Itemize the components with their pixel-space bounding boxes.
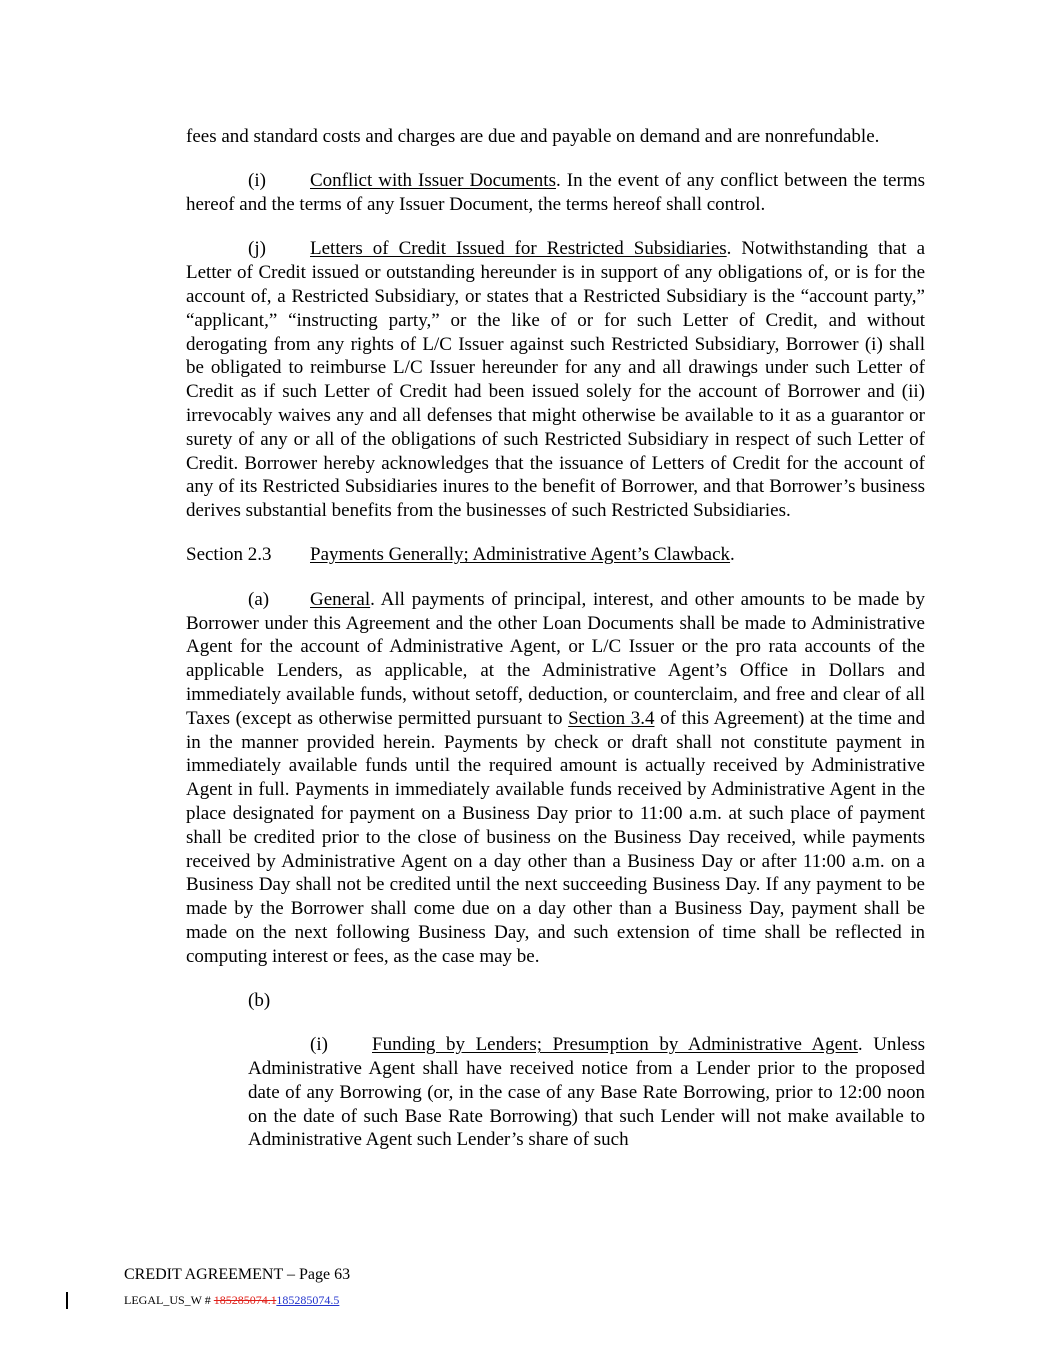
- section-3-4-reference[interactable]: Section 3.4: [568, 707, 655, 729]
- paragraph-nonrefundable: fees and standard costs and charges are due and payable on demand and are nonrefundable.: [186, 126, 880, 147]
- footer-doc-prefix: LEGAL_US_W #: [124, 1293, 214, 1307]
- paragraph-i: [186, 169, 925, 217]
- paragraph-j-text: . Notwithstanding that a Letter of Credit issued or outstanding hereunder is in support of any obligations of, or is for the account of, a Restricted Subsidiary, or states that a Restricted Subsidiary is the “account party,” “applicant,” “instructing party,” or the like of or for such Letter of Credit, and without derogating from any rights of L/C Issuer against such Restricted Subsidiary, Borrower (i) shall be obligated to reimburse L/C Issuer hereunder for any and all drawings under such Letter of Credit as if such Letter of Credit had been issued solely for the account of Borrower and (ii) irrevocably waives any and all defenses that might otherwise be available to it as a guarantor or surety of any or all of the obligations of such Restricted Subsidiary in respect of such Letter of Credit. Borrower hereby acknowledges that the issuance of Letters of Credit for the account of any of its Restricted Subsidiaries inures to the benefit of Borrower, and that Borrower’s business derives substantial benefits from the businesses of such Restricted Subsidiaries.: [186, 238, 925, 522]
- paragraph-a-heading: General: [310, 588, 371, 610]
- paragraph-a-number: (a): [248, 588, 270, 610]
- footer-title: CREDIT AGREEMENT – Page 63: [124, 1266, 351, 1283]
- paragraph-a-text-2: of this Agreement) at the time and in the manner provided herein. Payments by check or draft shall not constitute payment in immediately available funds until the required amount is actually received by Administrative Agent in full. Payments in immediately available funds received by Administrative Agent in the place designated for payment on a Business Day prior to 11:00 a.m. at such place of payment shall be credited prior to the close of business on the Business Day received, while payments received by Administrative Agent on a day other than a Business Day or after 11:00 a.m. on a Business Day shall not be credited until the next succeeding Business Day. If any payment to be made by the Borrower shall come due on a day other than a Business Day, payment shall be made on the next following Business Day, and such extension of time shall be reflected in computing interest or fees, as the case may be.: [186, 707, 925, 967]
- inserted-doc-number: 185285074.5: [276, 1293, 340, 1307]
- paragraph-j-heading: Letters of Credit Issued for Restricted Subsidiaries: [310, 238, 727, 260]
- section-number: Section 2.3: [186, 544, 272, 566]
- paragraph-i-number: (i): [248, 170, 266, 192]
- section-title: Payments Generally; Administrative Agent’s Clawback: [310, 544, 731, 566]
- section-heading: [186, 543, 925, 567]
- paragraph-i-text: . In the event of any conflict between the terms hereof and the terms of any Issuer Document, the terms hereof shall control.: [186, 170, 925, 216]
- footer-document-id: [124, 1291, 724, 1309]
- paragraph-b-i-number: (i): [310, 1034, 328, 1056]
- paragraph-a: [186, 588, 925, 969]
- paragraph-b-i-heading: Funding by Lenders; Presumption by Administrative Agent: [372, 1034, 858, 1056]
- paragraph-i-heading: Conflict with Issuer Documents: [310, 170, 556, 192]
- paragraph-j-number: (j): [248, 238, 266, 260]
- paragraph-b-i: [248, 1033, 925, 1152]
- revision-change-bar: [66, 1292, 68, 1309]
- page-footer: [124, 1265, 724, 1309]
- paragraph-b-number: (b): [248, 990, 271, 1011]
- paragraph-j: [186, 237, 925, 523]
- section-title-end: .: [730, 544, 735, 566]
- paragraph-a-text-1: . All payments of principal, interest, and other amounts to be made by Borrower under this Agreement and the other Loan Documents shall be made to Administrative Agent for the account of Administrative Agent, or L/C Issuer or the pro rata accounts of the applicable Lenders, as applicable, at the Administrative Agent’s Office in Dollars and immediately available funds, without setoff, deduction, or counterclaim, and free and clear of all Taxes (except as otherwise permitted pursuant to: [186, 588, 925, 729]
- deleted-doc-number: 185285074.1: [213, 1293, 277, 1307]
- document-body: [186, 125, 925, 1173]
- paragraph-b-i-text: . Unless Administrative Agent shall have received notice from a Lender prior to the proposed date of any Borrowing (or, in the case of any Base Rate Borrowing, prior to 12:00 noon on the date of such Base Rate Borrowing) that such Lender will not make available to Administrative Agent such Lender’s share of such: [248, 1034, 925, 1151]
